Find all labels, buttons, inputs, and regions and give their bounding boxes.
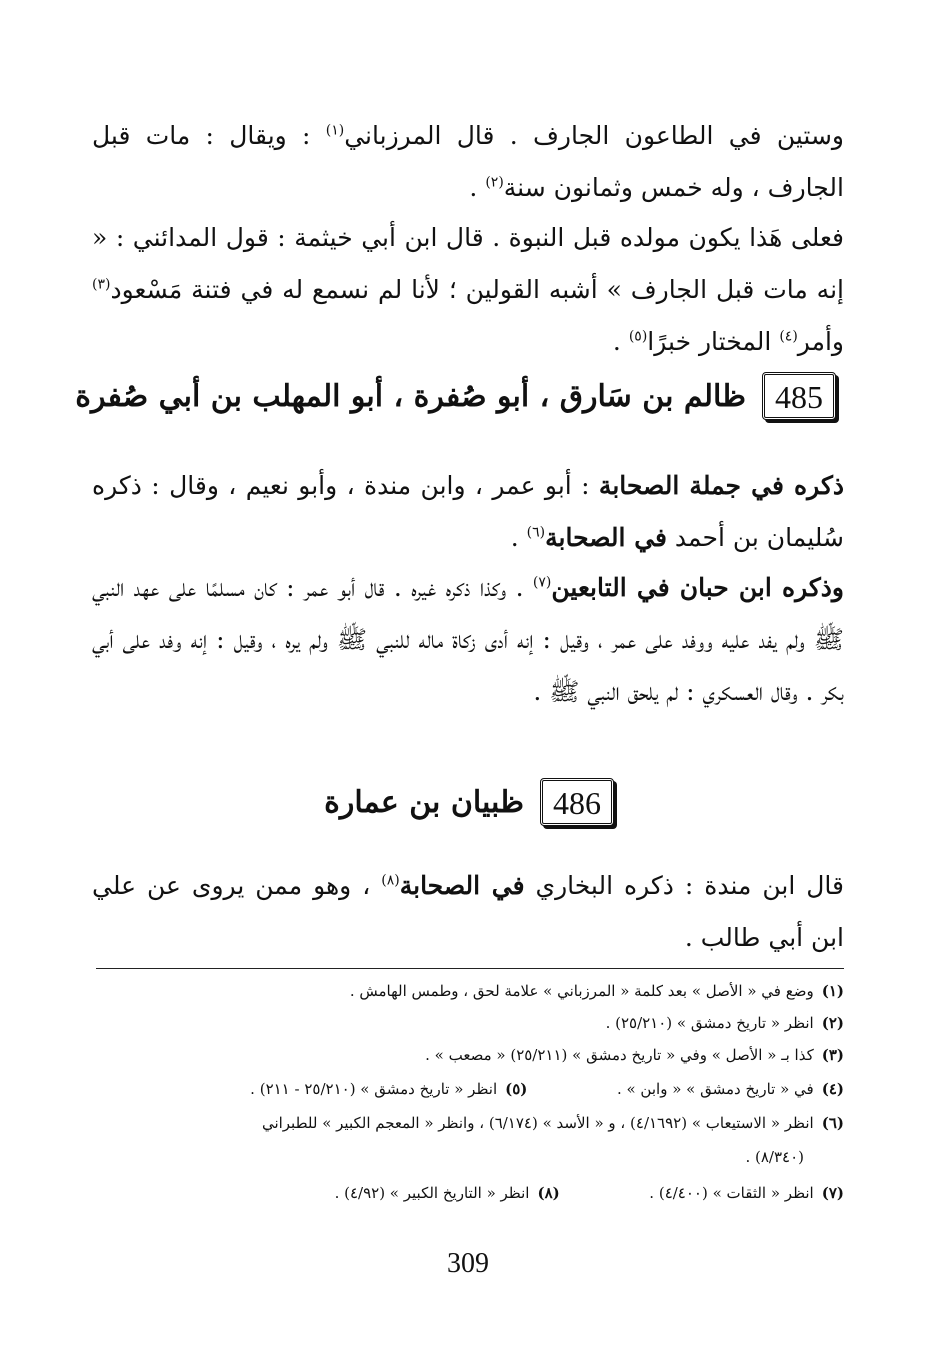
footnote-ref-6[interactable]: (٦) xyxy=(526,524,546,541)
p2-text-d: . xyxy=(612,327,629,356)
footnote-number: (٦) xyxy=(821,1114,844,1132)
p3-bold-1: ذكره في جملة الصحابة xyxy=(598,471,844,500)
footnote-ref-5[interactable]: (٥) xyxy=(628,328,648,345)
p3-text-a: : أبو عمر ، وابن مندة ، وأبو نعيم ، وقال : ذكره سُليمان بن أحمد xyxy=(92,471,844,552)
footnote-4-5 xyxy=(92,1074,844,1104)
footnote-text: انظر « التاريخ الكبير » (٤/٩٢) . xyxy=(334,1184,530,1202)
footnote-3 xyxy=(92,1040,844,1070)
p2-text-c: المختار خبرًا xyxy=(647,327,780,356)
p4-bold-1: وذكره ابن حبان في التابعين xyxy=(551,573,844,602)
entry-486-heading xyxy=(324,778,614,826)
footnote-1 xyxy=(92,976,844,1006)
page-number: 309 xyxy=(447,1248,489,1279)
footnote-text: وضع في « الأصل » بعد كلمة « المرزباني » علامة لحق ، وطمس الهامش . xyxy=(349,982,814,1000)
footnote-text: انظر « الاستيعاب » (٤/١٦٩٢) ، و « الأسد » (٦/١٧٤) ، وانظر « المعجم الكبير » للطبراني xyxy=(261,1114,814,1132)
footnote-ref-2[interactable]: (٢) xyxy=(485,174,504,191)
footnote-number: (٧) xyxy=(821,1184,844,1202)
footnote-number: (٣) xyxy=(821,1046,844,1064)
footnote-ref-7[interactable]: (٧) xyxy=(532,574,552,591)
footnote-ref-1[interactable]: (١) xyxy=(325,122,345,139)
footnote-number: (٥) xyxy=(505,1080,528,1098)
entry-number-box: 486 xyxy=(540,778,614,826)
footnote-text: انظر « تاريخ دمشق » (٢٥/٢١٠ - ٢١١) . xyxy=(250,1080,498,1098)
p4-text-a: . وكذا ذكره غيره . قال أبو عمر : كان مسلمًا على عهد النبي ﷺ ولم يفد عليه ووفد على عمر ، وقيل : إنه أدى زكاة ماله للنبي ﷺ ولم يره ، وقيل : إنه وفد على أبي بكر . وقال العسكري : لم يلحق النبي ﷺ . xyxy=(92,573,844,706)
p3-text-b: . xyxy=(510,523,527,552)
entry-485-heading xyxy=(75,372,836,420)
footnote-6 xyxy=(92,1108,844,1138)
footnote-ref-3[interactable]: (٣) xyxy=(92,276,111,293)
paragraph-3 xyxy=(92,460,844,564)
p2-text-b: وأمر xyxy=(797,327,844,356)
entry-number-box: 485 xyxy=(762,372,836,420)
p5-text-a: قال ابن مندة : ذكره البخاري xyxy=(524,871,844,900)
p1-text-c: . xyxy=(469,173,486,202)
p1-text-b: : ويقال : مات قبل الجارف ، وله خمس وثمانون سنة xyxy=(92,121,844,202)
footnote-separator xyxy=(96,968,844,969)
p3-bold-2: في الصحابة xyxy=(545,523,667,552)
p2-text-a: فعلى هَذا يكون مولده قبل النبوة . قال ابن أبي خيثمة : قول المدائني : « إنه مات قبل الجارف » أشبه القولين ؛ لأنا لم نسمع له في فتنة مَسْعود xyxy=(92,223,844,304)
footnote-number: (٨) xyxy=(537,1184,560,1202)
footnote-6-continued xyxy=(92,1142,844,1172)
footnote-text: كذا بـ « الأصل » وفي « تاريخ دمشق » (٢٥/٢١١) « مصعب » . xyxy=(425,1046,814,1064)
footnote-text: في « تاريخ دمشق » « وابن » . xyxy=(616,1080,814,1098)
footnote-number: (٤) xyxy=(821,1080,844,1098)
footnote-text: انظر « تاريخ دمشق » (٢٥/٢١٠) . xyxy=(605,1014,814,1032)
p1-text-a: وستين في الطاعون الجارف . قال المرزباني xyxy=(344,121,844,150)
footnote-number: (٢) xyxy=(821,1014,844,1032)
footnote-text: (٨/٣٤٠) . xyxy=(745,1148,804,1166)
paragraph-1 xyxy=(92,110,844,214)
footnote-ref-8[interactable]: (٨) xyxy=(381,872,400,889)
paragraph-4 xyxy=(92,562,844,718)
entry-title: ظالم بن سَارق ، أبو صُفرة ، أبو المهلب بن أبي صُفرة xyxy=(75,378,746,414)
p5-bold-1: في الصحابة xyxy=(399,871,525,900)
footnote-7-8 xyxy=(92,1178,844,1208)
entry-title: ظبيان بن عمارة xyxy=(324,784,524,820)
footnote-2 xyxy=(92,1008,844,1038)
paragraph-2 xyxy=(92,212,844,368)
p5-text-b: ، وهو ممن يروى عن علي ابن أبي طالب . xyxy=(92,871,844,952)
paragraph-5 xyxy=(92,860,844,964)
footnote-ref-4[interactable]: (٤) xyxy=(779,328,798,345)
footnote-text: انظر « الثقات » (٤/٤٠٠) . xyxy=(649,1184,814,1202)
footnote-number: (١) xyxy=(821,982,844,1000)
